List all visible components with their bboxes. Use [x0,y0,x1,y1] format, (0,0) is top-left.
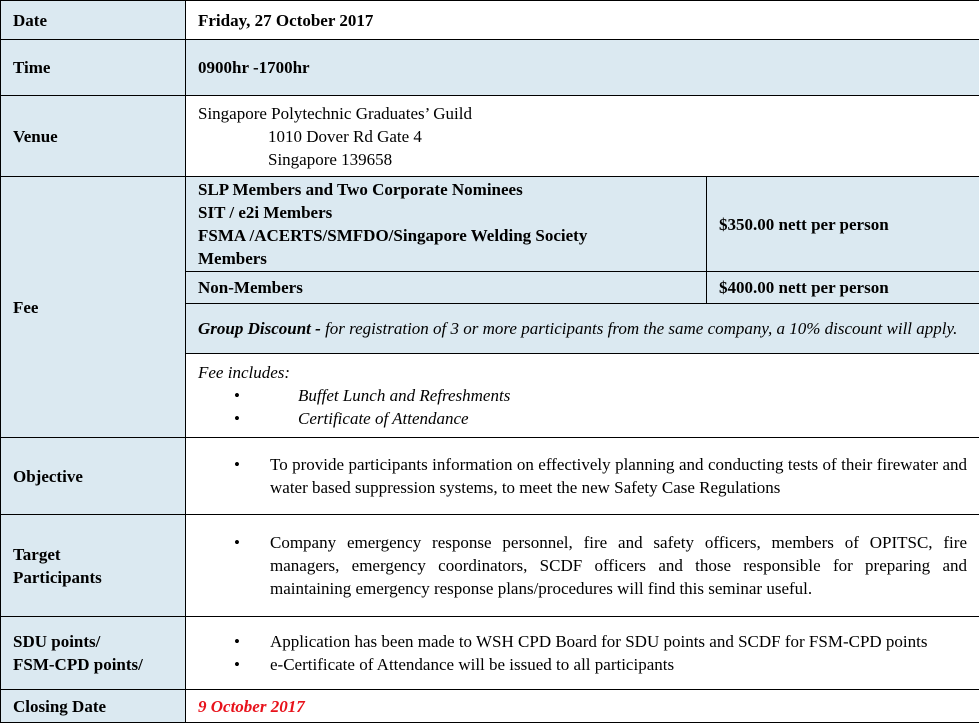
objective-item [198,453,967,499]
venue-label: Venue [1,96,186,177]
sdu-text-1: Application has been made to WSH CPD Board for SDU points and SCDF for FSM-CPD points [270,632,928,651]
group-discount-text: for registration of 3 or more participants from the same company, a 10% discount will apply. [320,319,958,338]
bullet: • [234,655,240,674]
time-value: 0900hr -1700hr [186,40,979,96]
target-row [1,515,979,617]
date-label: Date [1,1,186,40]
bullet: • [234,455,240,474]
fee-members-line-1: SLP Members and Two Corporate Nominees [198,180,523,199]
time-row [1,40,979,96]
fee-include-item [198,384,967,407]
fee-includes-label: Fee includes: [198,363,291,382]
objective-value [186,438,979,515]
fee-members-row [1,177,979,272]
target-label [1,515,186,617]
bullet: • [234,632,240,651]
target-value [186,515,979,617]
target-text: Company emergency response personnel, fire and safety officers, members of OPITSC, fire managers, emergency coordinators, SCDF officers and those responsible for preparing and maintaining emergency response plans/procedures will find this seminar useful. [270,533,967,598]
fee-members-categories [186,177,707,272]
date-row [1,1,979,40]
bullet: • [234,533,240,552]
closing-label: Closing Date [1,690,186,723]
bullet: • [234,386,240,405]
fee-non-members-price: $400.00 nett per person [707,272,979,304]
venue-line-1: Singapore Polytechnic Graduates’ Guild [198,103,472,123]
objective-text: To provide participants information on effectively planning and conducting tests of their firewater and water based suppression systems, to meet the new Safety Case Regulations [270,455,967,497]
target-item [198,531,967,600]
fee-members-line-2: SIT / e2i Members [198,203,333,222]
date-value: Friday, 27 October 2017 [186,1,979,40]
fee-includes-cell [186,354,979,438]
sdu-item [198,630,967,653]
fee-include-text-1: Buffet Lunch and Refreshments [298,386,511,405]
fee-label: Fee [1,177,186,438]
time-label: Time [1,40,186,96]
group-discount-cell [186,304,979,354]
sdu-label [1,617,186,690]
sdu-item [198,653,967,676]
target-label-line-2: Participants [13,567,102,587]
sdu-row [1,617,979,690]
venue-row [1,96,979,177]
closing-row [1,690,979,723]
fee-include-item [198,407,967,430]
venue-value [186,96,979,177]
objective-label: Objective [1,438,186,515]
fee-members-price: $350.00 nett per person [707,177,979,272]
venue-line-2: 1010 Dover Rd Gate 4 [268,126,422,146]
sdu-text-2: e-Certificate of Attendance will be issued to all participants [270,655,675,674]
objective-row [1,438,979,515]
sdu-value [186,617,979,690]
target-label-line-1: Target [13,544,61,564]
closing-value: 9 October 2017 [186,690,979,723]
fee-members-line-3: FSMA /ACERTS/SMFDO/Singapore Welding Society [198,226,588,245]
fee-non-members-label: Non-Members [186,272,707,304]
venue-line-3: Singapore 139658 [268,149,393,169]
group-discount-label: Group Discount - [198,319,321,338]
fee-include-text-2: Certificate of Attendance [298,409,469,428]
sdu-label-line-2: FSM-CPD points/ [13,655,143,674]
sdu-label-line-1: SDU points/ [13,632,101,651]
bullet: • [234,409,240,428]
fee-members-line-4: Members [198,249,267,268]
